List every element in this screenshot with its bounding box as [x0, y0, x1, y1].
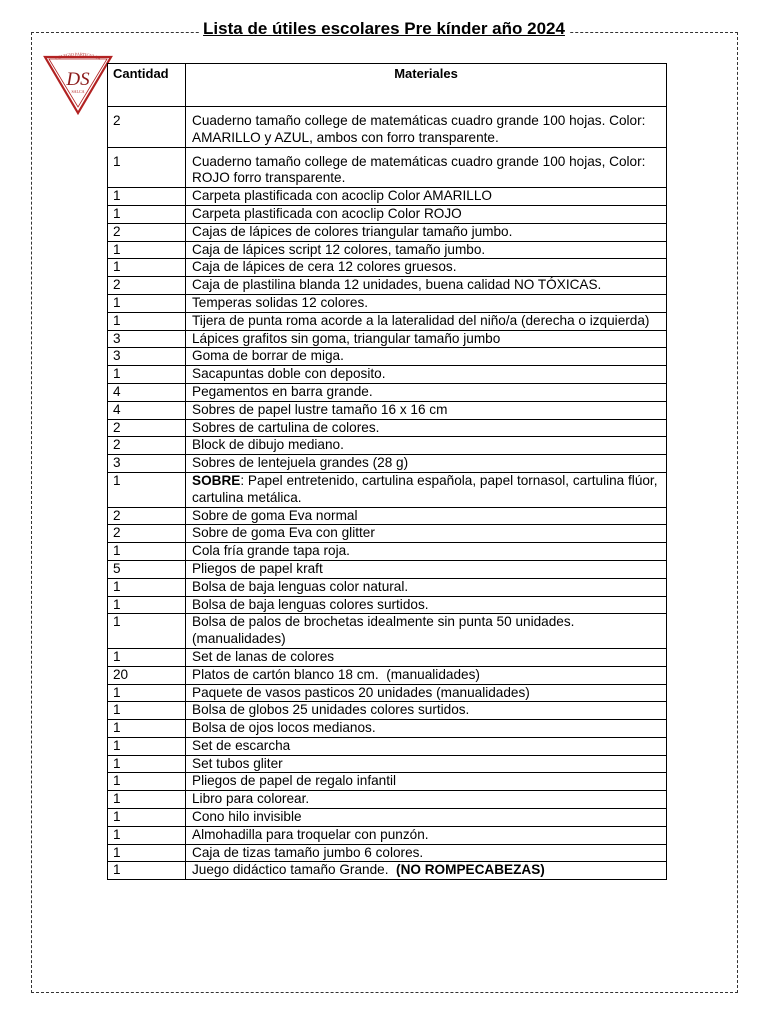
row-quantity: 1	[108, 755, 186, 773]
row-material-text: Temperas solidas 12 colores.	[192, 294, 369, 310]
row-material	[186, 826, 667, 844]
table-row	[108, 348, 667, 366]
row-quantity: 1	[108, 844, 186, 862]
row-material	[186, 507, 667, 525]
row-material	[186, 107, 667, 148]
table-row	[108, 312, 667, 330]
table-row	[108, 472, 667, 507]
table-row	[108, 684, 667, 702]
row-quantity: 2	[108, 437, 186, 455]
row-material-text: Juego didáctico tamaño Grande.	[192, 862, 397, 878]
row-quantity: 5	[108, 560, 186, 578]
row-material	[186, 791, 667, 809]
row-quantity: 1	[108, 791, 186, 809]
row-material-text: Sobre de goma Eva con glitter	[192, 525, 375, 541]
row-material-text: Cajas de lápices de colores triangular tamaño jumbo.	[192, 223, 513, 239]
table-row	[108, 188, 667, 206]
row-material-text: Caja de lápices de cera 12 colores gruesos.	[192, 259, 457, 275]
table-row	[108, 525, 667, 543]
row-quantity: 20	[108, 666, 186, 684]
row-material-text: Bolsa de baja lenguas color natural.	[192, 578, 409, 594]
row-material	[186, 330, 667, 348]
row-material-text: Goma de borrar de miga.	[192, 348, 344, 364]
row-material-text: Caja de tizas tamaño jumbo 6 colores.	[192, 844, 424, 860]
row-material-text: Pliegos de papel kraft	[192, 560, 323, 576]
row-quantity: 4	[108, 383, 186, 401]
row-quantity: 2	[108, 107, 186, 148]
table-row	[108, 437, 667, 455]
row-quantity: 1	[108, 773, 186, 791]
row-quantity: 1	[108, 147, 186, 188]
table-row	[108, 205, 667, 223]
row-quantity: 1	[108, 578, 186, 596]
row-material	[186, 525, 667, 543]
table-row	[108, 755, 667, 773]
row-material	[186, 312, 667, 330]
table-row	[108, 241, 667, 259]
table-header-row	[108, 64, 667, 107]
row-quantity: 1	[108, 702, 186, 720]
table-row	[108, 648, 667, 666]
row-material	[186, 223, 667, 241]
row-quantity: 3	[108, 348, 186, 366]
row-quantity: 1	[108, 294, 186, 312]
table-row	[108, 720, 667, 738]
row-quantity: 1	[108, 241, 186, 259]
row-quantity: 1	[108, 543, 186, 561]
table-row	[108, 147, 667, 188]
table-row	[108, 330, 667, 348]
table-row	[108, 844, 667, 862]
row-material	[186, 419, 667, 437]
row-quantity: 2	[108, 419, 186, 437]
row-material	[186, 773, 667, 791]
row-quantity: 1	[108, 648, 186, 666]
table-row	[108, 419, 667, 437]
row-quantity: 1	[108, 366, 186, 384]
row-quantity: 1	[108, 472, 186, 507]
row-material-text: Bolsa de palos de brochetas idealmente sin punta 50 unidades. (manualidades)	[192, 614, 579, 647]
row-material	[186, 277, 667, 295]
row-material	[186, 437, 667, 455]
column-header-qty: Cantidad	[108, 64, 186, 107]
row-material	[186, 383, 667, 401]
row-quantity: 2	[108, 277, 186, 295]
row-material-text: Cono hilo invisible	[192, 809, 302, 825]
row-quantity: 3	[108, 330, 186, 348]
table-row	[108, 259, 667, 277]
row-quantity: 2	[108, 525, 186, 543]
row-material	[186, 862, 667, 880]
table-row	[108, 294, 667, 312]
row-material-text: Sobres de lentejuela grandes (28 g)	[192, 455, 409, 471]
row-material-text: Almohadilla para troquelar con punzón.	[192, 826, 429, 842]
row-material	[186, 472, 667, 507]
table-row	[108, 578, 667, 596]
row-material	[186, 755, 667, 773]
row-quantity: 4	[108, 401, 186, 419]
row-quantity: 1	[108, 188, 186, 206]
row-material-text: Sobres de cartulina de colores.	[192, 419, 380, 435]
row-quantity: 1	[108, 259, 186, 277]
row-material-text: Set de lanas de colores	[192, 648, 335, 664]
row-material	[186, 614, 667, 649]
row-quantity: 1	[108, 809, 186, 827]
row-material	[186, 455, 667, 473]
row-material-text: Sobres de papel lustre tamaño 16 x 16 cm	[192, 401, 448, 417]
row-material	[186, 401, 667, 419]
row-material-text: Bolsa de globos 25 unidades colores surtidos.	[192, 702, 470, 718]
table-row	[108, 455, 667, 473]
row-material-text: : Papel entretenido, cartulina española, papel tornasol, cartulina flúor, cartulina metálica.	[192, 472, 662, 505]
supplies-table	[107, 63, 667, 880]
table-row	[108, 614, 667, 649]
row-quantity: 1	[108, 737, 186, 755]
table-row	[108, 862, 667, 880]
table-row	[108, 791, 667, 809]
table-row	[108, 773, 667, 791]
row-material-text: Set tubos gliter	[192, 755, 283, 771]
row-material-text: Set de escarcha	[192, 737, 291, 753]
row-quantity: 1	[108, 684, 186, 702]
row-material-text: Sacapuntas doble con deposito.	[192, 366, 386, 382]
row-quantity: 1	[108, 862, 186, 880]
row-material	[186, 578, 667, 596]
row-material	[186, 241, 667, 259]
row-material-text: Paquete de vasos pasticos 20 unidades (manualidades)	[192, 684, 530, 700]
table-row	[108, 809, 667, 827]
table-row	[108, 543, 667, 561]
row-quantity: 1	[108, 614, 186, 649]
table-row	[108, 507, 667, 525]
row-material	[186, 205, 667, 223]
row-quantity: 3	[108, 455, 186, 473]
row-material	[186, 348, 667, 366]
row-material-text: Libro para colorear.	[192, 791, 310, 807]
row-material-text: Pegamentos en barra grande.	[192, 383, 373, 399]
row-quantity: 1	[108, 826, 186, 844]
row-quantity: 1	[108, 312, 186, 330]
row-material-text: Block de dibujo mediano.	[192, 437, 344, 453]
logo-text-top: COLEGIO PARTICULAR	[54, 51, 102, 61]
row-material-emphasis: SOBRE	[192, 472, 241, 488]
column-header-materials: Materiales	[186, 64, 667, 107]
table-row	[108, 401, 667, 419]
row-material	[186, 702, 667, 720]
row-material	[186, 188, 667, 206]
row-material-emphasis: (NO ROMPECABEZAS)	[396, 862, 545, 878]
logo-text-bottom: SALCA	[71, 89, 85, 94]
table-row	[108, 666, 667, 684]
row-material	[186, 294, 667, 312]
row-material-text: Caja de lápices script 12 colores, tamaño jumbo.	[192, 241, 486, 257]
row-material-text: Cuaderno tamaño college de matemáticas cuadro grande 100 hojas, Color: ROJO forro transparente.	[192, 153, 650, 186]
row-material-text: Carpeta plastificada con acoclip Color AMARILLO	[192, 188, 492, 204]
table-row	[108, 277, 667, 295]
row-material	[186, 560, 667, 578]
row-material	[186, 366, 667, 384]
table-row	[108, 560, 667, 578]
row-material	[186, 737, 667, 755]
row-material-text: Bolsa de ojos locos medianos.	[192, 720, 376, 736]
table-row	[108, 107, 667, 148]
row-material-text: Pliegos de papel de regalo infantil	[192, 773, 397, 789]
row-material	[186, 259, 667, 277]
row-material-text: Cola fría grande tapa roja.	[192, 543, 350, 559]
row-material-text: Platos de cartón blanco 18 cm. (manualidades)	[192, 666, 480, 682]
row-quantity: 1	[108, 720, 186, 738]
table-row	[108, 596, 667, 614]
row-material	[186, 809, 667, 827]
row-material-text: Caja de plastilina blanda 12 unidades, buena calidad NO TÓXICAS.	[192, 277, 602, 293]
page-title: Lista de útiles escolares Pre kínder año 2024	[0, 18, 768, 40]
row-material	[186, 844, 667, 862]
row-quantity: 2	[108, 507, 186, 525]
row-material	[186, 147, 667, 188]
row-material	[186, 684, 667, 702]
table-row	[108, 826, 667, 844]
row-material	[186, 648, 667, 666]
table-row	[108, 223, 667, 241]
row-quantity: 1	[108, 205, 186, 223]
row-material-text: Sobre de goma Eva normal	[192, 507, 358, 523]
row-material	[186, 666, 667, 684]
row-quantity: 1	[108, 596, 186, 614]
table-row	[108, 737, 667, 755]
row-material	[186, 720, 667, 738]
row-material-text: Cuaderno tamaño college de matemáticas cuadro grande 100 hojas. Color: AMARILLO y AZUL, ambos con forro transparente.	[192, 113, 649, 145]
logo-initials: DS	[66, 69, 90, 90]
table-row	[108, 383, 667, 401]
table-row	[108, 366, 667, 384]
row-quantity: 2	[108, 223, 186, 241]
school-crest-icon	[43, 47, 113, 115]
row-material-text: Tijera de punta roma acorde a la lateralidad del niño/a (derecha o izquierda)	[192, 312, 650, 328]
row-material-text: Lápices grafitos sin goma, triangular tamaño jumbo	[192, 330, 501, 346]
row-material-text: Bolsa de baja lenguas colores surtidos.	[192, 596, 429, 612]
row-material	[186, 543, 667, 561]
row-material	[186, 596, 667, 614]
table-row	[108, 702, 667, 720]
row-material-text: Carpeta plastificada con acoclip Color ROJO	[192, 205, 462, 221]
